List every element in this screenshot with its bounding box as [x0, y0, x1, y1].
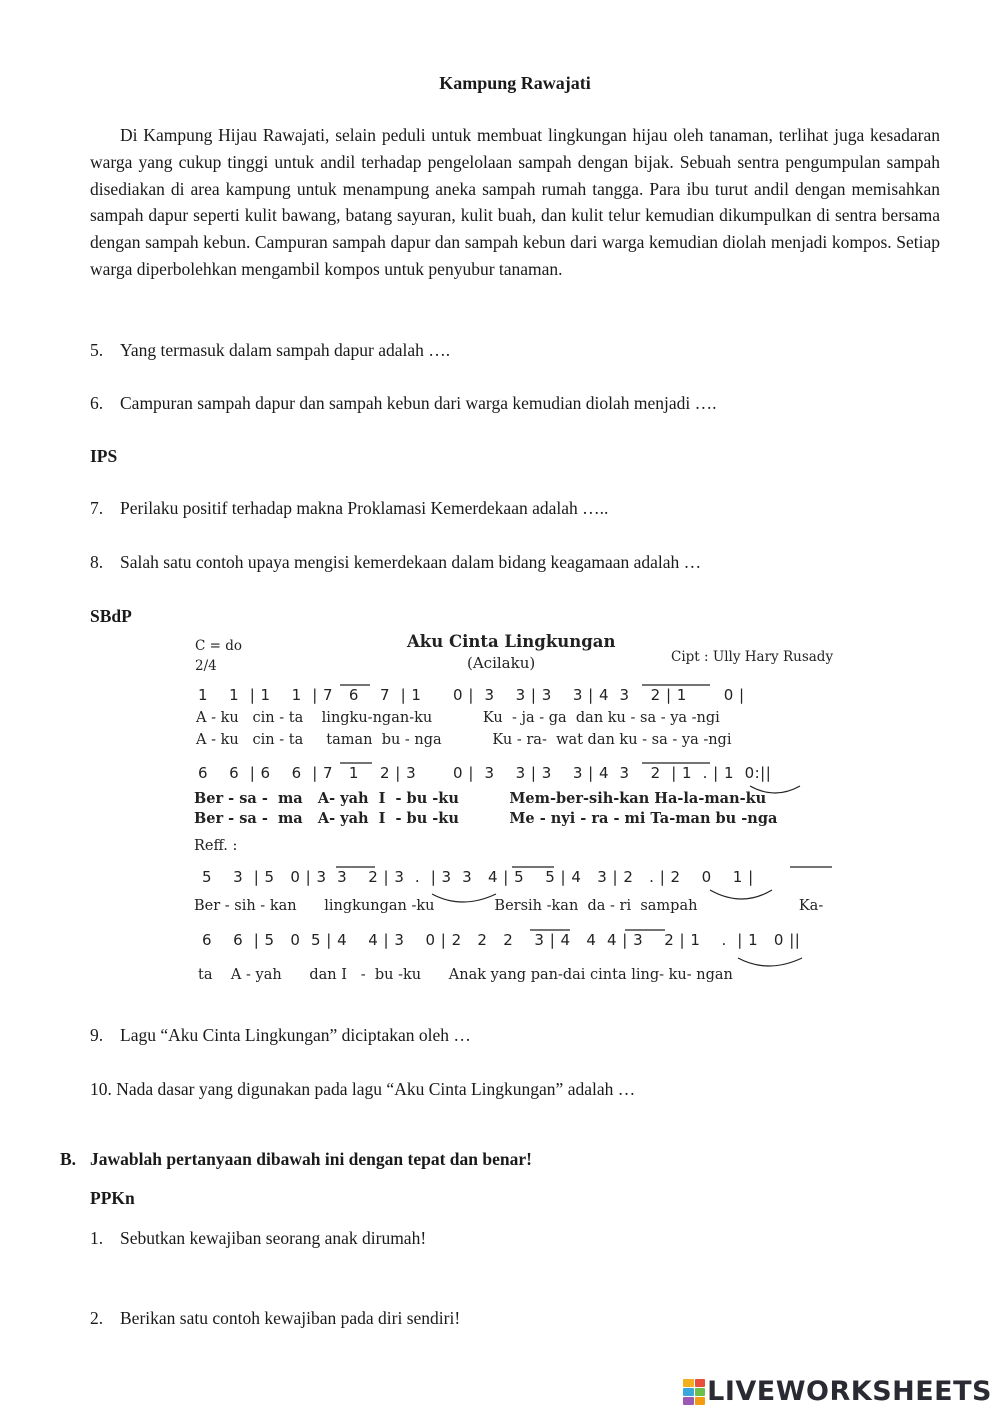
section-b-heading [60, 1149, 532, 1170]
song-key: C = do [195, 638, 242, 654]
notation-row-3: 5 3 | 5 0 | 3 3 2 | 3 . | 3 3 4 | 5 5 | 4 3 | 2 . | 2 0 1 | [202, 868, 754, 886]
reading-paragraph: Di Kampung Hijau Rawajati, selain peduli untuk membuat lingkungan hijau oleh tanaman, terlihat juga kesadaran warga yang cukup tinggi untuk andil terhadap pengelolaan sampah dengan bijak. Sebuah sentra pengumpulan sampah disediakan di area kampung untuk menampung aneka sampah rumah tangga. Para ibu turut andil dengan memisahkan sampah dapur seperti kulit bawang, batang sayuran, kulit buah, dan kulit telur kemudian dikumpulkan di sentra bersama dengan sampah kebun. Campuran sampah dapur dan sampah kebun dari warga kemudian diolah menjadi kompos. Setiap warga diperbolehkan mengambil kompos untuk penyubur tanaman. [90, 125, 940, 279]
lyric-row-2a: Ber - sa - ma A- yah I - bu -ku Mem-ber-sih-kan Ha-la-man-ku [194, 790, 767, 807]
question-text: Salah satu contoh upaya mengisi kemerdekaan dalam bidang keagamaan adalah … [120, 552, 702, 572]
question-text: Campuran sampah dapur dan sampah kebun dari warga kemudian diolah menjadi …. [120, 393, 717, 413]
lyric-row-4: ta A - yah dan I - bu -ku Anak yang pan-dai cinta ling- ku- ngan [198, 967, 733, 983]
question-text: Nada dasar yang digunakan pada lagu “Aku Cinta Lingkungan” adalah … [116, 1079, 636, 1099]
question-10 [90, 1079, 635, 1100]
lyric-row-3: Ber - sih - kan lingkungan -ku Bersih -kan da - ri sampah Ka- [194, 898, 824, 914]
lyric-row-2b: Ber - sa - ma A- yah I - bu -ku Me - nyi - ra - mi Ta-man bu -nga [194, 810, 778, 827]
question-number: 1. [90, 1228, 104, 1248]
question-number: 5. [90, 340, 104, 360]
question-number: 9. [90, 1025, 104, 1045]
reff-label: Reff. : [194, 838, 238, 854]
essay-question-1 [90, 1228, 426, 1249]
question-5 [90, 340, 450, 361]
question-number: 6. [90, 393, 104, 413]
question-8 [90, 552, 701, 573]
section-b-letter: B. [60, 1149, 77, 1169]
song-time-signature: 2/4 [195, 658, 217, 674]
song-composer: Cipt : Ully Hary Rusady [671, 649, 834, 665]
notation-row-1: 1 1 | 1 1 | 7 6 7 | 1 0 | 3 3 | 3 3 | 4 3 2 | 1 0 | [198, 686, 745, 704]
logo-mark-icon [683, 1379, 705, 1405]
song-subtitle: (Acilaku) [467, 654, 536, 672]
section-heading-sbdp: SBdP [90, 606, 132, 626]
song-sheet [190, 628, 850, 993]
section-heading-ips: IPS [90, 446, 118, 466]
question-text: Perilaku positif terhadap makna Proklamasi Kemerdekaan adalah ….. [120, 498, 609, 518]
slur-mark [738, 958, 802, 966]
section-b-instruction: Jawablah pertanyaan dibawah ini dengan tepat dan benar! [90, 1149, 532, 1169]
lyric-row-1b: A - ku cin - ta taman bu - nga Ku - ra- wat dan ku - sa - ya -ngi [196, 732, 732, 748]
lyric-row-1a: A - ku cin - ta lingku-ngan-ku Ku - ja - ga dan ku - sa - ya -ngi [196, 710, 720, 726]
question-text: Berikan satu contoh kewajiban pada diri sendiri! [120, 1308, 461, 1328]
song-title: Aku Cinta Lingkungan [407, 632, 616, 651]
question-7 [90, 498, 608, 519]
question-number: 8. [90, 552, 104, 572]
question-text: Sebutkan kewajiban seorang anak dirumah! [120, 1228, 427, 1248]
question-6 [90, 393, 716, 414]
essay-question-2 [90, 1308, 460, 1329]
question-number: 10. [90, 1079, 112, 1099]
page-title: Kampung Rawajati [439, 73, 591, 93]
question-number: 2. [90, 1308, 104, 1328]
liveworksheets-logo [683, 1376, 992, 1407]
question-text: Yang termasuk dalam sampah dapur adalah …. [120, 340, 451, 360]
question-text: Lagu “Aku Cinta Lingkungan” diciptakan oleh … [120, 1025, 471, 1045]
question-9 [90, 1025, 471, 1046]
question-number: 7. [90, 498, 104, 518]
logo-text: LIVEWORKSHEETS [707, 1376, 992, 1407]
notation-row-2: 6 6 | 6 6 | 7 1 2 | 3 0 | 3 3 | 3 3 | 4 3 2 | 1 . | 1 0:|| [198, 764, 772, 782]
section-heading-ppkn: PPKn [90, 1188, 135, 1208]
notation-row-4: 6 6 | 5 0 5 | 4 4 | 3 0 | 2 2 2 3 | 4 4 4 | 3 2 | 1 . | 1 0 || [202, 931, 801, 949]
